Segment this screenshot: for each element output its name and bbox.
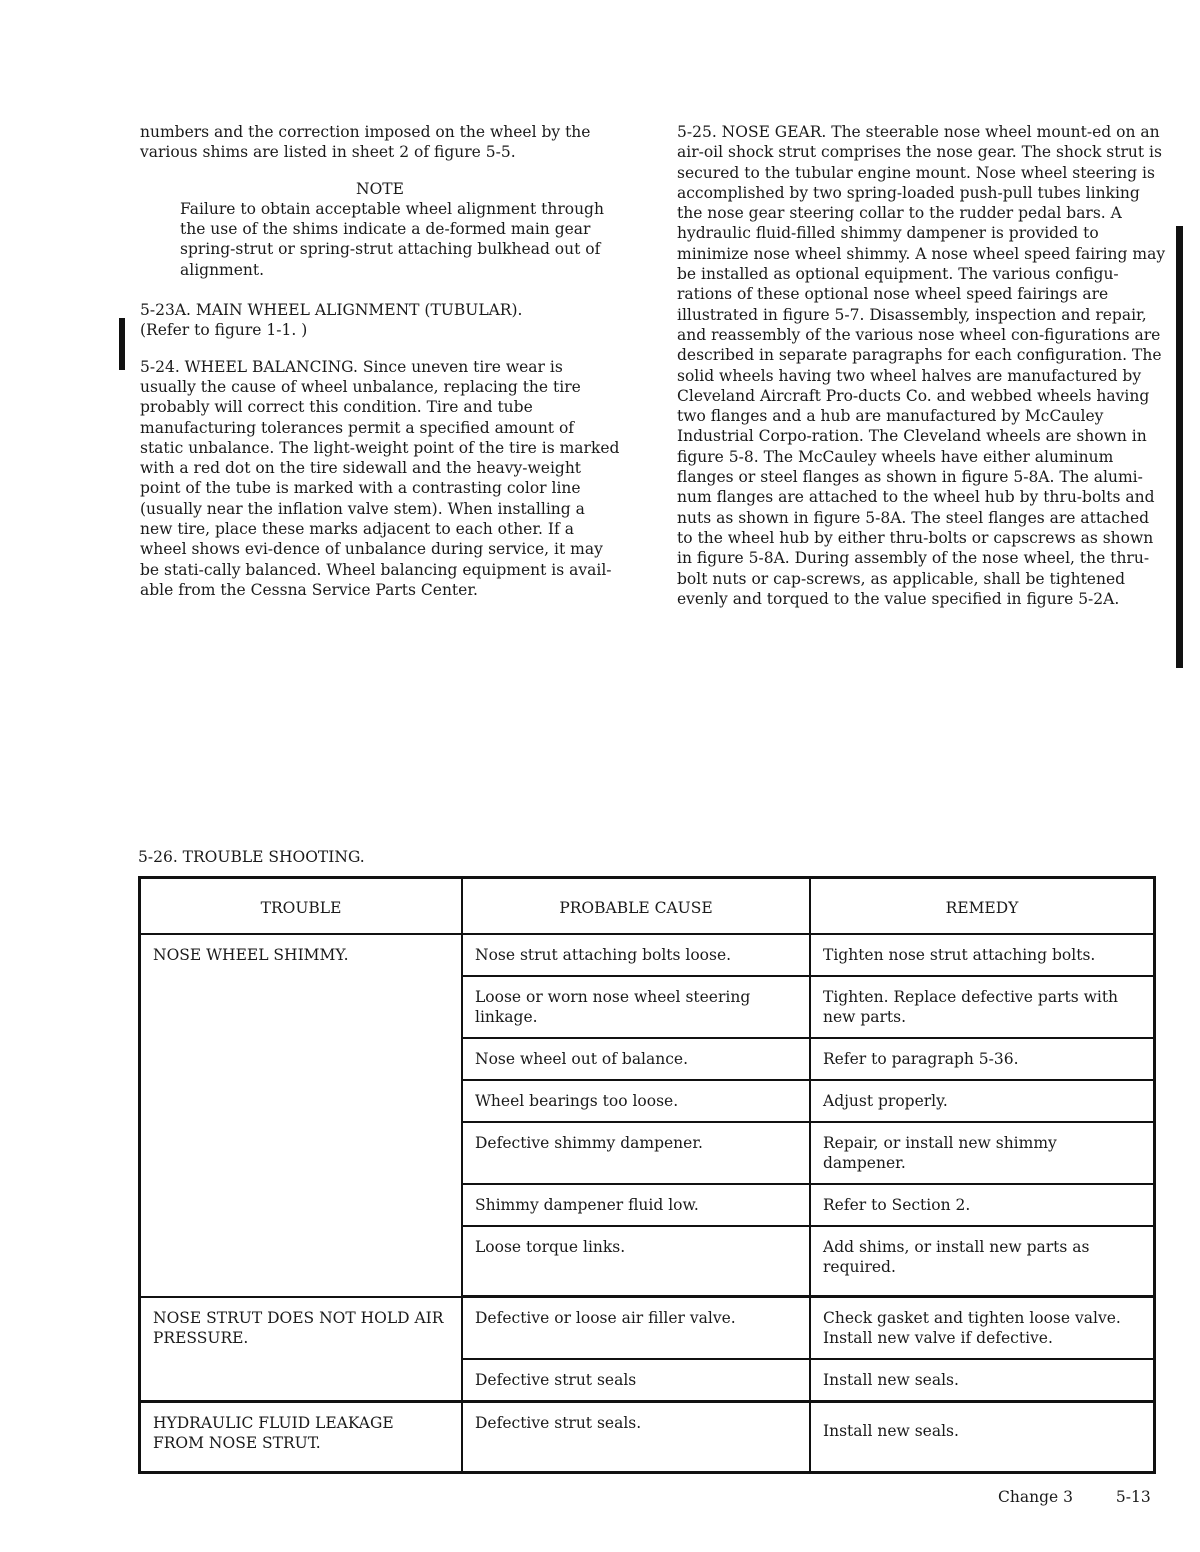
remedy-cell: Install new seals. (810, 1402, 1155, 1473)
cause-cell: Loose or worn nose wheel steering linkage. (462, 976, 810, 1038)
cause-cell: Defective shimmy dampener. (462, 1122, 810, 1184)
cause-cell: Nose strut attaching bolts loose. (462, 934, 810, 976)
cause-cell: Nose wheel out of balance. (462, 1038, 810, 1080)
remedy-cell: Repair, or install new shimmy dampener. (810, 1122, 1155, 1184)
paragraph-5-25-heading: 5-25. NOSE GEAR. (677, 123, 827, 141)
intro-paragraph: numbers and the correction imposed on the wheel by the various shims are listed in sheet 2 of figure 5-5. (140, 123, 591, 162)
cause-cell: Loose torque links. (462, 1226, 810, 1297)
page-number: 5-13 (1115, 1488, 1151, 1506)
remedy-cell: Refer to Section 2. (810, 1184, 1155, 1226)
trouble-cell: HYDRAULIC FLUID LEAKAGE FROM NOSE STRUT. (140, 1402, 463, 1473)
note-text: Failure to obtain acceptable wheel alignment through the use of the shims indicate a de-formed main gear spring-strut or spring-strut attaching bulkhead out of alignment. (180, 199, 604, 279)
cause-cell: Defective strut seals (462, 1359, 810, 1402)
paragraph-5-23a-heading: 5-23A. MAIN WHEEL ALIGNMENT (TUBULAR). (140, 301, 523, 320)
paragraph-5-23a (140, 300, 620, 341)
header-remedy: REMEDY (810, 878, 1155, 935)
paragraph-5-25-text: The steerable nose wheel mount-ed on an air-oil shock strut comprises the nose gear. The shock strut is secured to the tubular engine mount. Nose wheel steering is accomplished by two spring-loaded push-pull tubes linking the nose gear steering collar to the rudder pedal bars. A hydraulic fluid-filled shimmy dampener is provided to minimize nose wheel shimmy. A nose wheel speed fairing may be installed as optional equipment. The various configu-rations of these optional nose wheel speed fairings are illustrated in figure 5-7. Disassembly, inspection and repair, and reassembly of the various nose wheel con-figurations are described in separate paragraphs for each configuration. The solid wheels having two wheel halves are manufactured by Cleveland Aircraft Pro-ducts Co. and webbed wheels having two flanges and a hub are manufactured by McCauley Industrial Corpo-ration. The Cleveland wheels are shown in figure 5-8. The McCauley wheels have either aluminum flanges or steel flanges as shown in figure 5-8A. The alumi-num flanges are attached to the wheel hub by thru-bolts and nuts as shown in figure 5-8A. The steel flanges are attached to the wheel hub by either thru-bolts or capscrews as shown in figure 5-8A. During assembly of the nose wheel, the thru-bolt nuts or cap-screws, as applicable, shall be tightened evenly and torqued to the value specified in figure 5-2A. (677, 123, 1166, 608)
cause-cell: Defective strut seals. (462, 1402, 810, 1473)
right-column (677, 122, 1169, 609)
trouble-cell: NOSE WHEEL SHIMMY. (140, 934, 463, 1297)
paragraph-5-24 (140, 357, 620, 601)
remedy-cell: Check gasket and tighten loose valve. Install new valve if defective. (810, 1297, 1155, 1360)
table-row (140, 1402, 1155, 1473)
cause-cell: Wheel bearings too loose. (462, 1080, 810, 1122)
cause-cell: Shimmy dampener fluid low. (462, 1184, 810, 1226)
header-trouble: TROUBLE (140, 878, 463, 935)
remedy-cell: Adjust properly. (810, 1080, 1155, 1122)
troubleshooting-table (138, 876, 1156, 1474)
trouble-cell: NOSE STRUT DOES NOT HOLD AIR PRESSURE. (140, 1297, 463, 1402)
remedy-cell: Tighten. Replace defective parts with new parts. (810, 976, 1155, 1038)
page-footer (998, 1488, 1151, 1506)
revision-bar-right (1176, 226, 1183, 668)
table-row (140, 934, 1155, 976)
paragraph-5-25 (677, 122, 1169, 609)
remedy-cell: Install new seals. (810, 1359, 1155, 1402)
left-column (140, 122, 620, 600)
note-title: NOTE (356, 179, 404, 198)
troubleshooting-title: 5-26. TROUBLE SHOOTING. (138, 848, 365, 866)
remedy-cell: Refer to paragraph 5-36. (810, 1038, 1155, 1080)
paragraph-5-23a-text: (Refer to figure 1-1. ) (140, 321, 308, 340)
table-header-row (140, 878, 1155, 935)
revision-bar-left (119, 318, 125, 370)
cause-cell: Defective or loose air filler valve. (462, 1297, 810, 1360)
paragraph-5-24-heading: 5-24. WHEEL BALANCING. (140, 357, 358, 376)
change-label: Change 3 (998, 1488, 1073, 1506)
remedy-cell: Tighten nose strut attaching bolts. (810, 934, 1155, 976)
table-row (140, 1297, 1155, 1360)
header-cause: PROBABLE CAUSE (462, 878, 810, 935)
paragraph-5-24-text: Since uneven tire wear is usually the cause of wheel unbalance, replacing the tire probably will correct this condition. Tire and tube manufacturing tolerances permit a specified amount of static unbalance. The light-weight point of the tire is marked with a red dot on the tire sidewall and the heavy-weight point of the tube is marked with a contrasting color line (usually near the inflation valve stem). When installing a new tire, place these marks adjacent to each other. If a wheel shows evi-dence of unbalance during service, it may be stati-cally balanced. Wheel balancing equipment is avail-able from the Cessna Service Parts Center. (140, 357, 620, 599)
remedy-cell: Add shims, or install new parts as required. (810, 1226, 1155, 1297)
